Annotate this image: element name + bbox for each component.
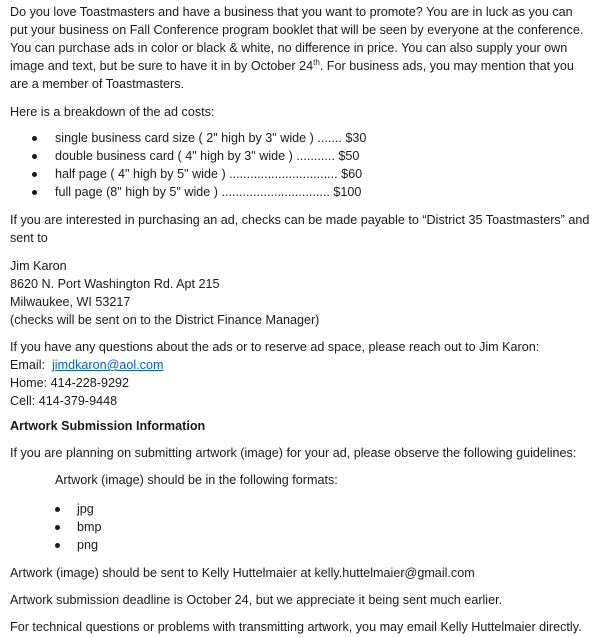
list-item (0, 500, 600, 518)
list-item (0, 536, 600, 554)
questions-text: If you have any questions about the ads or to reserve ad space, please reach out to Jim Karon: (10, 340, 540, 354)
artwork-intro: If you are planning on submitting artwork (image) for your ad, please observe the following guidelines: (10, 446, 577, 460)
artwork-send-to: Artwork (image) should be sent to Kelly Huttelmaier at kelly.huttelmaier@gmail.com (10, 566, 475, 580)
bullet-icon (32, 136, 37, 141)
intro-paragraph (10, 3, 590, 93)
artwork-heading: Artwork Submission Information (10, 419, 206, 433)
email-label: Email: (10, 358, 45, 372)
ad-cost-list (0, 129, 600, 201)
format-list (0, 500, 600, 554)
formats-label: Artwork (image) should be in the following formats: (55, 473, 338, 487)
email-line (10, 356, 590, 374)
intro-superscript: th (313, 57, 320, 67)
list-item (0, 129, 600, 147)
address-street: 8620 N. Port Washington Rd. Apt 215 (10, 277, 220, 291)
bullet-icon (32, 172, 37, 177)
ad-cost-item: single business card size ( 2" high by 3" wide ) ....... $30 (55, 131, 367, 145)
ad-cost-item: double business card ( 4" high by 3" wide ) ........... $50 (55, 149, 360, 163)
ad-cost-item: half page ( 4" high by 5" wide ) ............................... $60 (55, 167, 363, 181)
ad-cost-item: full page (8" high by 5" wide ) ............................... $100 (55, 185, 362, 199)
artwork-deadline: Artwork submission deadline is October 24, but we appreciate it being sent much earlier. (10, 593, 503, 607)
address-note: (checks will be sent on to the District Finance Manager) (10, 313, 320, 327)
bullet-icon (55, 507, 60, 512)
bullet-icon (55, 543, 60, 548)
mailing-address (10, 257, 590, 329)
cell-phone: Cell: 414-379-9448 (10, 394, 118, 408)
costs-intro: Here is a breakdown of the ad costs: (10, 105, 215, 119)
bullet-icon (32, 190, 37, 195)
intro-text: Do you love Toastmasters and have a business that you want to promote? You are in luck as you can put your business on Fall Conference program booklet that will be seen by everyone at the conference. You can purchase ads in color or black & white, no difference in price. You can also supply your own image and text, but be sure to have it in by October 24 (10, 5, 584, 73)
intro-text-end: . For business ads, you may mention that you are a member of Toastmasters. (10, 59, 574, 91)
artwork-technical: For technical questions or problems with transmitting artwork, you may email Kelly Huttelmaier directly. (10, 620, 582, 634)
list-item (0, 518, 600, 536)
format-item: bmp (77, 520, 102, 534)
payment-paragraph: If you are interested in purchasing an ad, checks can be made payable to “District 35 Toastmasters” and sent to (10, 213, 590, 245)
bullet-icon (32, 154, 37, 159)
format-item: png (77, 538, 99, 552)
list-item (0, 183, 600, 201)
bullet-icon (55, 525, 60, 530)
format-item: jpg (77, 502, 94, 516)
list-item (0, 147, 600, 165)
address-name: Jim Karon (10, 259, 67, 273)
address-city: Milwaukee, WI 53217 (10, 295, 131, 309)
home-phone: Home: 414-228-9292 (10, 376, 130, 390)
list-item (0, 165, 600, 183)
email-link[interactable]: jimdkaron@aol.com (52, 358, 164, 372)
questions-block (10, 338, 590, 410)
